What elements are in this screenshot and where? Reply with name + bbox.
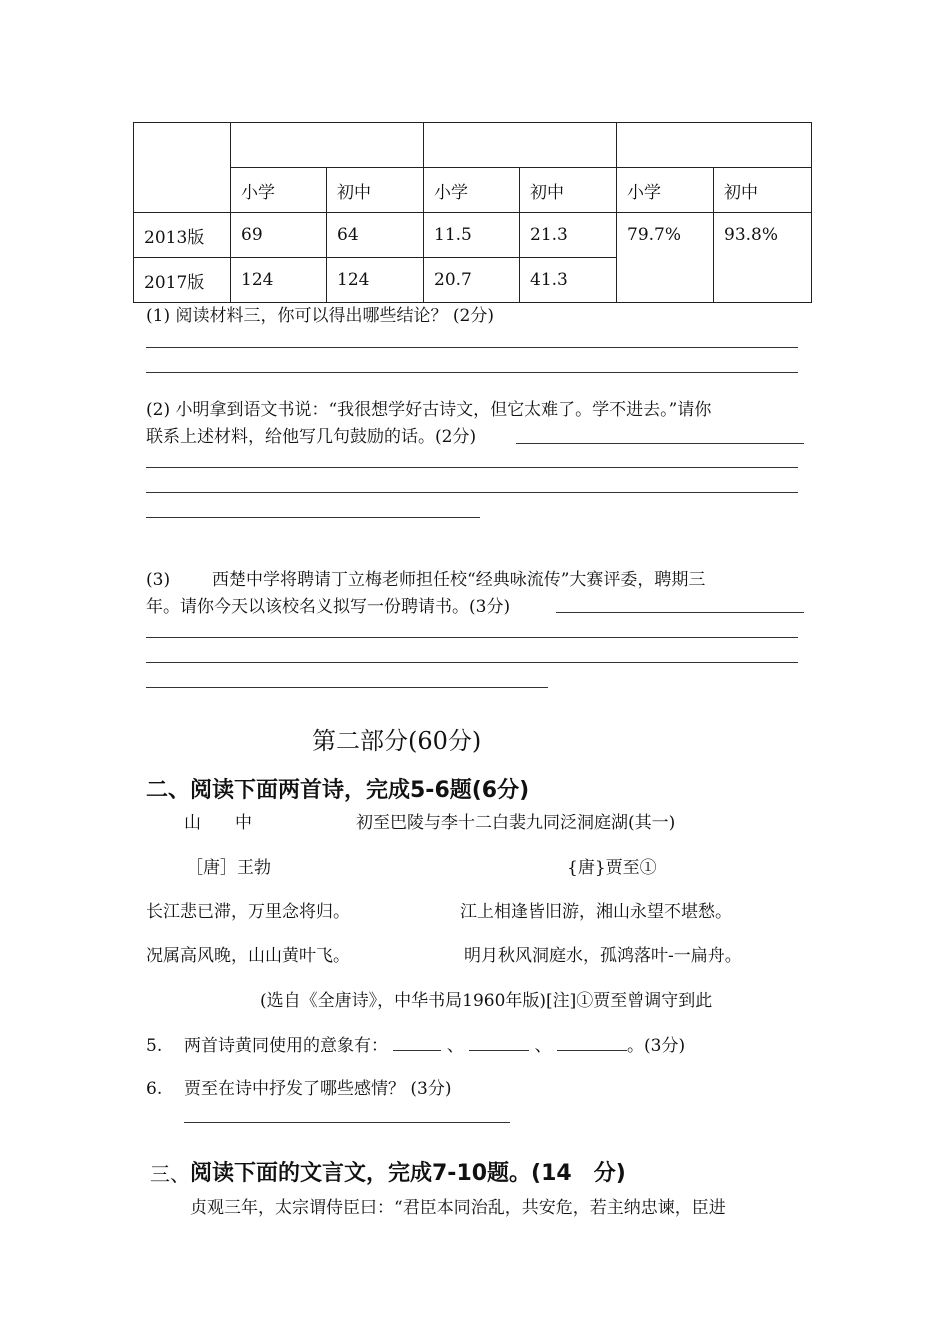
question-2-line-1: (2) 小明拿到语文书说：“我很想学好古诗文，但它太难了。学不进去。”请你 — [146, 400, 712, 420]
table-header-cell: 初中 — [327, 168, 424, 213]
table-row-label: 2017版 — [134, 258, 231, 303]
table-group-cell-3 — [617, 123, 812, 168]
section-3-prefix: 三、 — [150, 1162, 190, 1186]
answer-line[interactable] — [146, 687, 548, 688]
table-header-cell: 小学 — [617, 168, 714, 213]
question-6-number: 6. — [146, 1079, 163, 1099]
answer-line[interactable] — [184, 1122, 510, 1123]
section-2-heading: 二、阅读下面两首诗，完成5-6题(6分) — [146, 778, 530, 803]
answer-blank[interactable] — [393, 1036, 441, 1051]
table-header-row-2 — [134, 168, 812, 213]
poem-1-title: 山 中 — [184, 813, 252, 833]
answer-blank[interactable] — [557, 1036, 627, 1051]
answer-line[interactable] — [556, 612, 804, 613]
data-table — [133, 122, 812, 303]
answer-line[interactable] — [146, 492, 798, 493]
answer-line[interactable] — [146, 637, 798, 638]
poem-2-line-1: 江上相逢皆旧游，湘山永望不堪愁。 — [460, 902, 732, 922]
table-cell: 41.3 — [520, 258, 617, 303]
table-header-cell: 初中 — [714, 168, 812, 213]
answer-line[interactable] — [146, 347, 798, 348]
table-cell: 64 — [327, 213, 424, 258]
table-cell: 69 — [231, 213, 327, 258]
source-note: (选自《全唐诗》，中华书局1960年版)[注]①贾至曾调守到此 — [260, 991, 713, 1011]
table-cell: 20.7 — [424, 258, 520, 303]
table-header-cell: 小学 — [231, 168, 327, 213]
question-2-line-2: 联系上述材料，给他写几句鼓励的话。(2分) — [146, 427, 477, 447]
answer-line[interactable] — [516, 443, 804, 444]
table-header-cell: 初中 — [520, 168, 617, 213]
table-merged-cell: 93.8% — [714, 213, 812, 303]
question-5 — [184, 1036, 685, 1056]
answer-line[interactable] — [146, 517, 480, 518]
poem-2-title: 初至巴陵与李十二白裴九同泛洞庭湖(其一) — [356, 813, 676, 833]
question-6-text: 贾至在诗中抒发了哪些感情？ (3分) — [184, 1079, 452, 1099]
table-cell: 21.3 — [520, 213, 617, 258]
question-5-number: 5. — [146, 1036, 163, 1056]
poem-2-author: {唐}贾至① — [567, 858, 657, 878]
table-header-cell: 小学 — [424, 168, 520, 213]
poem-2-line-2: 明月秋风洞庭水，孤鸿落叶-一扁舟。 — [464, 946, 742, 966]
question-1-text: (1) 阅读材料三，你可以得出哪些结论？ (2分) — [146, 306, 494, 326]
passage-line-1: 贞观三年，太宗谓侍臣曰：“君臣本同治乱，共安危，若主纳忠谏，臣进 — [190, 1198, 726, 1218]
answer-blank[interactable] — [469, 1036, 529, 1051]
part-two-title: 第二部分(60分) — [312, 727, 482, 755]
separator: 、 — [534, 1036, 552, 1056]
table-corner-cell — [134, 123, 231, 213]
poem-1-author: ［唐］王勃 — [186, 858, 271, 878]
poem-1-line-1: 长江悲已滞，万里念将归。 — [146, 902, 350, 922]
question-3-line-1: 西楚中学将聘请丁立梅老师担任校“经典咏流传”大赛评委，聘期三 — [212, 570, 706, 590]
table-group-cell-1 — [231, 123, 424, 168]
question-5-text: 两首诗黄同使用的意象有： — [184, 1036, 388, 1056]
table-cell: 124 — [327, 258, 424, 303]
question-5-tail: 。(3分) — [627, 1036, 686, 1056]
table-header-row-1 — [134, 123, 812, 168]
answer-line[interactable] — [146, 467, 798, 468]
question-3-line-2: 年。请你今天以该校名义拟写一份聘请书。(3分) — [146, 597, 511, 617]
table-row-label: 2013版 — [134, 213, 231, 258]
answer-line[interactable] — [146, 372, 798, 373]
table-group-cell-2 — [424, 123, 617, 168]
table-merged-cell: 79.7% — [617, 213, 714, 303]
table-cell: 124 — [231, 258, 327, 303]
answer-line[interactable] — [146, 662, 798, 663]
section-3-heading: 阅读下面的文言文，完成7-10题。(14 分) — [190, 1161, 626, 1186]
separator: 、 — [446, 1036, 464, 1056]
table-cell: 11.5 — [424, 213, 520, 258]
poem-1-line-2: 况属高风晚，山山黄叶飞。 — [146, 946, 350, 966]
table-row — [134, 213, 812, 258]
question-3-number: (3) — [146, 570, 171, 590]
